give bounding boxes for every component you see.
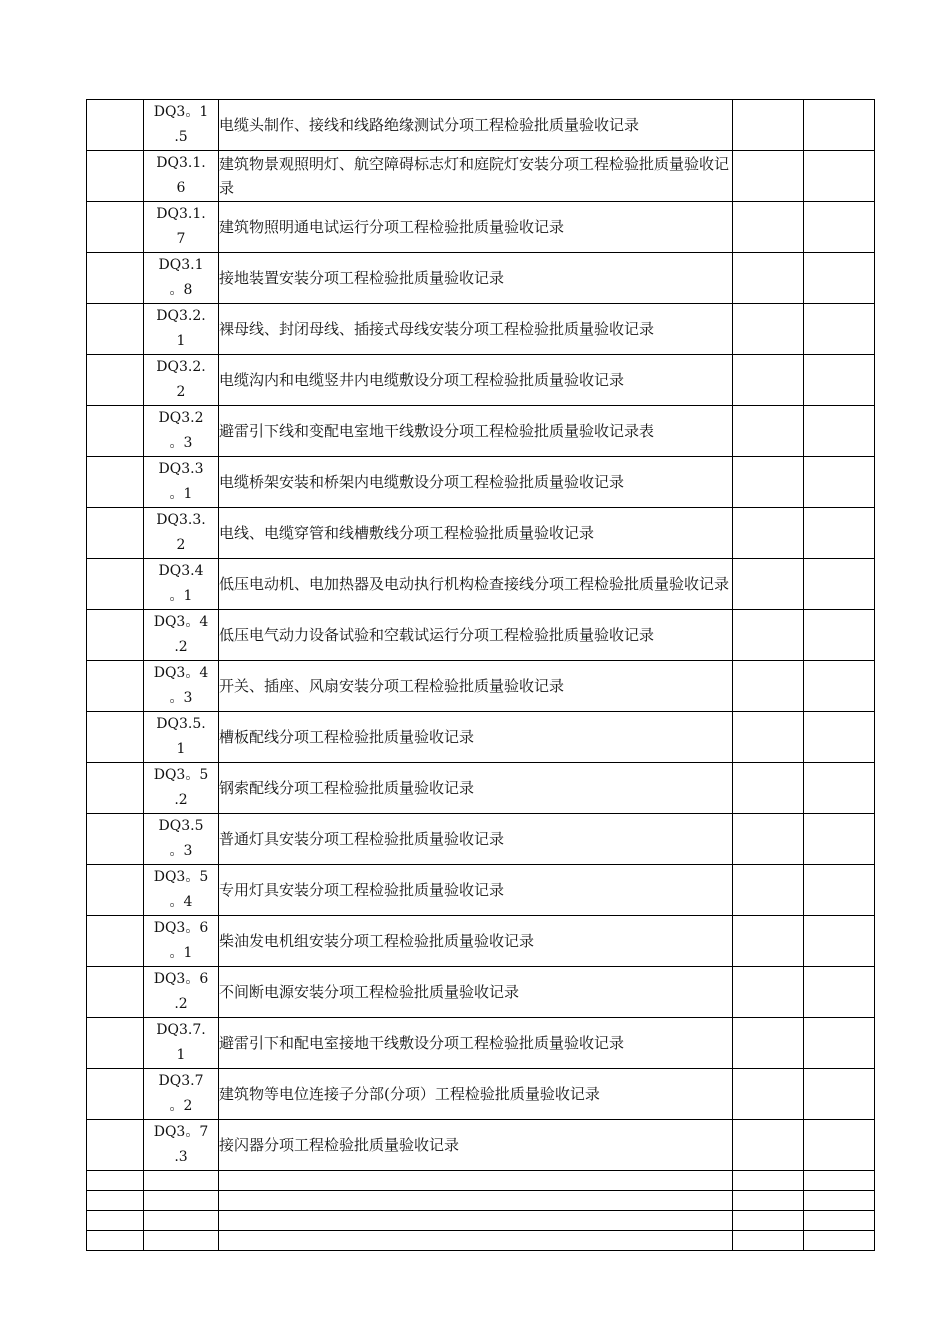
record-code-cell — [144, 1018, 219, 1069]
empty-cell — [804, 1171, 875, 1191]
table-row — [87, 916, 875, 967]
table-row — [87, 406, 875, 457]
empty-cell — [219, 1171, 733, 1191]
record-code-cell — [144, 916, 219, 967]
blank-table-row — [87, 1211, 875, 1231]
record-code-line1: DQ3。6 — [153, 920, 209, 936]
record-code-line1: DQ3.4 — [158, 563, 204, 579]
table-row — [87, 100, 875, 151]
row-index-cell — [87, 457, 144, 508]
record-code-line2: 。2 — [169, 1098, 193, 1114]
empty-cell — [219, 1191, 733, 1211]
empty-cell — [804, 1069, 875, 1120]
empty-cell — [733, 712, 804, 763]
table-row — [87, 253, 875, 304]
empty-cell — [733, 457, 804, 508]
row-index-cell — [87, 559, 144, 610]
row-index-cell — [87, 1069, 144, 1120]
empty-cell — [804, 661, 875, 712]
empty-cell — [804, 1018, 875, 1069]
record-code-line1: DQ3.3 — [158, 461, 204, 477]
record-code-line2: 。8 — [169, 282, 193, 298]
empty-cell — [804, 865, 875, 916]
empty-cell — [144, 1231, 219, 1251]
record-name-cell: 专用灯具安装分项工程检验批质量验收记录 — [219, 865, 733, 916]
empty-cell — [804, 610, 875, 661]
records-table — [86, 99, 875, 1251]
record-name-cell: 建筑物景观照明灯、航空障碍标志灯和庭院灯安装分项工程检验批质量验收记录 — [219, 151, 733, 202]
row-index-cell — [87, 355, 144, 406]
empty-cell — [733, 253, 804, 304]
record-name-cell: 避雷引下和配电室接地干线敷设分项工程检验批质量验收记录 — [219, 1018, 733, 1069]
record-name-cell: 低压电动机、电加热器及电动执行机构检查接线分项工程检验批质量验收记录 — [219, 559, 733, 610]
record-code-line1: DQ3.1. — [156, 155, 206, 171]
empty-cell — [733, 661, 804, 712]
table-row — [87, 151, 875, 202]
empty-cell — [733, 1018, 804, 1069]
row-index-cell — [87, 916, 144, 967]
table-row — [87, 457, 875, 508]
table-row — [87, 865, 875, 916]
empty-cell — [804, 1120, 875, 1171]
empty-cell — [144, 1171, 219, 1191]
record-code-cell — [144, 304, 219, 355]
empty-cell — [733, 763, 804, 814]
empty-cell — [804, 100, 875, 151]
record-code-cell — [144, 202, 219, 253]
empty-cell — [144, 1191, 219, 1211]
record-code-cell — [144, 661, 219, 712]
record-code-line2: 1 — [176, 741, 186, 757]
record-code-line1: DQ3。7 — [153, 1124, 209, 1140]
record-code-line2: 1 — [176, 1047, 186, 1063]
empty-cell — [219, 1211, 733, 1231]
row-index-cell — [87, 712, 144, 763]
record-code-line2: .2 — [174, 792, 188, 808]
table-row — [87, 967, 875, 1018]
record-name-cell: 槽板配线分项工程检验批质量验收记录 — [219, 712, 733, 763]
table-row — [87, 610, 875, 661]
record-code-line1: DQ3.1. — [156, 206, 206, 222]
table-row — [87, 304, 875, 355]
record-code-cell — [144, 151, 219, 202]
record-name-cell: 开关、插座、风扇安装分项工程检验批质量验收记录 — [219, 661, 733, 712]
table-row — [87, 1120, 875, 1171]
empty-cell — [804, 967, 875, 1018]
record-name-cell: 建筑物等电位连接子分部(分项）工程检验批质量验收记录 — [219, 1069, 733, 1120]
record-name-cell: 裸母线、封闭母线、插接式母线安装分项工程检验批质量验收记录 — [219, 304, 733, 355]
empty-cell — [804, 1231, 875, 1251]
empty-cell — [804, 508, 875, 559]
empty-cell — [87, 1171, 144, 1191]
row-index-cell — [87, 508, 144, 559]
empty-cell — [804, 304, 875, 355]
record-name-cell: 不间断电源安装分项工程检验批质量验收记录 — [219, 967, 733, 1018]
record-name-cell: 钢索配线分项工程检验批质量验收记录 — [219, 763, 733, 814]
empty-cell — [733, 1191, 804, 1211]
record-code-line1: DQ3.5 — [158, 818, 204, 834]
record-code-cell — [144, 610, 219, 661]
empty-cell — [733, 508, 804, 559]
empty-cell — [87, 1211, 144, 1231]
record-code-cell — [144, 967, 219, 1018]
table-row — [87, 712, 875, 763]
record-code-line2: .2 — [174, 639, 188, 655]
record-code-line2: 2 — [176, 384, 186, 400]
record-name-cell: 柴油发电机组安装分项工程检验批质量验收记录 — [219, 916, 733, 967]
blank-table-row — [87, 1191, 875, 1211]
record-name-cell: 接地装置安装分项工程检验批质量验收记录 — [219, 253, 733, 304]
record-name-cell: 电缆沟内和电缆竖井内电缆敷设分项工程检验批质量验收记录 — [219, 355, 733, 406]
record-code-cell — [144, 763, 219, 814]
record-name-cell: 普通灯具安装分项工程检验批质量验收记录 — [219, 814, 733, 865]
row-index-cell — [87, 202, 144, 253]
record-code-line1: DQ3.7. — [156, 1022, 206, 1038]
row-index-cell — [87, 406, 144, 457]
table-row — [87, 763, 875, 814]
empty-cell — [804, 559, 875, 610]
blank-table-row — [87, 1231, 875, 1251]
empty-cell — [733, 202, 804, 253]
record-code-line2: 。3 — [169, 843, 193, 859]
record-code-line1: DQ3。4 — [153, 665, 209, 681]
row-index-cell — [87, 865, 144, 916]
record-code-cell — [144, 355, 219, 406]
record-code-line1: DQ3。1 — [153, 104, 209, 120]
empty-cell — [804, 457, 875, 508]
record-code-line2: .2 — [174, 996, 188, 1012]
empty-cell — [804, 406, 875, 457]
empty-cell — [733, 100, 804, 151]
table-row — [87, 508, 875, 559]
record-code-line1: DQ3.3. — [156, 512, 206, 528]
record-code-line2: 。1 — [169, 945, 193, 961]
record-code-line1: DQ3.5. — [156, 716, 206, 732]
record-code-cell — [144, 712, 219, 763]
record-code-line1: DQ3.1 — [158, 257, 204, 273]
empty-cell — [804, 202, 875, 253]
table-row — [87, 814, 875, 865]
row-index-cell — [87, 763, 144, 814]
empty-cell — [804, 916, 875, 967]
row-index-cell — [87, 151, 144, 202]
row-index-cell — [87, 1120, 144, 1171]
empty-cell — [733, 610, 804, 661]
empty-cell — [804, 712, 875, 763]
record-name-cell: 电线、电缆穿管和线槽敷线分项工程检验批质量验收记录 — [219, 508, 733, 559]
row-index-cell — [87, 661, 144, 712]
row-index-cell — [87, 304, 144, 355]
empty-cell — [733, 865, 804, 916]
empty-cell — [733, 1069, 804, 1120]
record-code-line2: 2 — [176, 537, 186, 553]
row-index-cell — [87, 100, 144, 151]
empty-cell — [733, 814, 804, 865]
empty-cell — [804, 355, 875, 406]
empty-cell — [733, 304, 804, 355]
table-row — [87, 1018, 875, 1069]
table-row — [87, 355, 875, 406]
record-code-line2: 6 — [176, 180, 186, 196]
empty-cell — [804, 1191, 875, 1211]
record-code-line1: DQ3.7 — [158, 1073, 204, 1089]
record-name-cell: 电缆桥架安装和桥架内电缆敷设分项工程检验批质量验收记录 — [219, 457, 733, 508]
record-code-line2: 1 — [176, 333, 186, 349]
record-code-line1: DQ3。5 — [153, 869, 209, 885]
row-index-cell — [87, 610, 144, 661]
record-code-cell — [144, 100, 219, 151]
row-index-cell — [87, 967, 144, 1018]
record-name-cell: 电缆头制作、接线和线路绝缘测试分项工程检验批质量验收记录 — [219, 100, 733, 151]
record-code-line1: DQ3.2. — [156, 308, 206, 324]
record-code-line2: .5 — [174, 129, 188, 145]
record-code-line2: 7 — [176, 231, 186, 247]
empty-cell — [733, 1211, 804, 1231]
empty-cell — [733, 1231, 804, 1251]
record-code-cell — [144, 1069, 219, 1120]
record-code-cell — [144, 253, 219, 304]
table-row — [87, 661, 875, 712]
empty-cell — [804, 763, 875, 814]
empty-cell — [733, 1120, 804, 1171]
empty-cell — [804, 1211, 875, 1231]
row-index-cell — [87, 253, 144, 304]
record-code-line1: DQ3。4 — [153, 614, 209, 630]
record-code-line2: .3 — [174, 1149, 188, 1165]
table-row — [87, 1069, 875, 1120]
empty-cell — [87, 1191, 144, 1211]
empty-cell — [804, 151, 875, 202]
record-code-cell — [144, 559, 219, 610]
record-code-line2: 。4 — [169, 894, 193, 910]
empty-cell — [733, 967, 804, 1018]
record-code-line1: DQ3.2 — [158, 410, 204, 426]
record-code-line1: DQ3.2. — [156, 359, 206, 375]
empty-cell — [87, 1231, 144, 1251]
record-code-line2: 。1 — [169, 588, 193, 604]
record-name-cell: 避雷引下线和变配电室地干线敷设分项工程检验批质量验收记录表 — [219, 406, 733, 457]
record-code-line2: 。3 — [169, 690, 193, 706]
record-code-cell — [144, 406, 219, 457]
table-row — [87, 559, 875, 610]
empty-cell — [733, 406, 804, 457]
empty-cell — [219, 1231, 733, 1251]
empty-cell — [733, 151, 804, 202]
empty-cell — [733, 559, 804, 610]
record-code-line1: DQ3。5 — [153, 767, 209, 783]
record-code-cell — [144, 865, 219, 916]
empty-cell — [733, 916, 804, 967]
record-name-cell: 接闪器分项工程检验批质量验收记录 — [219, 1120, 733, 1171]
empty-cell — [144, 1211, 219, 1231]
empty-cell — [733, 1171, 804, 1191]
row-index-cell — [87, 814, 144, 865]
empty-cell — [733, 355, 804, 406]
record-code-line1: DQ3。6 — [153, 971, 209, 987]
record-code-cell — [144, 1120, 219, 1171]
record-code-cell — [144, 508, 219, 559]
record-name-cell: 建筑物照明通电试运行分项工程检验批质量验收记录 — [219, 202, 733, 253]
record-code-cell — [144, 814, 219, 865]
blank-table-row — [87, 1171, 875, 1191]
table-row — [87, 202, 875, 253]
record-code-cell — [144, 457, 219, 508]
records-table-body — [87, 100, 875, 1251]
empty-cell — [804, 253, 875, 304]
row-index-cell — [87, 1018, 144, 1069]
record-code-line2: 。3 — [169, 435, 193, 451]
empty-cell — [804, 814, 875, 865]
record-name-cell: 低压电气动力设备试验和空载试运行分项工程检验批质量验收记录 — [219, 610, 733, 661]
record-code-line2: 。1 — [169, 486, 193, 502]
